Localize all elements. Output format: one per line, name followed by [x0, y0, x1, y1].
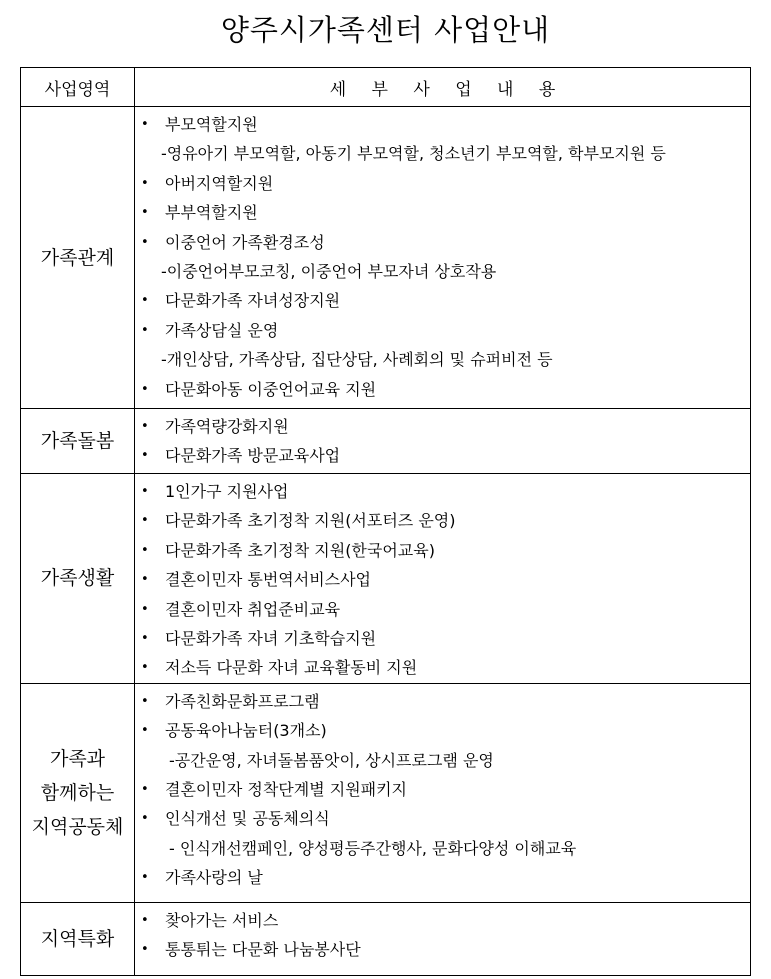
- list-item-detail: - 인식개선캠페인, 양성평등주간행사, 문화다양성 이해교육: [169, 838, 577, 858]
- section-local-specialty: [21, 902, 751, 975]
- list-item: • 가족상담실 운영: [135, 316, 750, 345]
- items-cell: [135, 107, 751, 409]
- list-item-detail: -공간운영, 자녀돌봄품앗이, 상시프로그램 운영: [169, 750, 494, 770]
- list-item: • 다문화아동 이중언어교육 지원: [135, 375, 750, 404]
- list-item: • 결혼이민자 정착단계별 지원패키지: [135, 775, 750, 804]
- items-cell: [135, 683, 751, 902]
- list-item: • 인식개선 및 공동체의식: [135, 804, 750, 833]
- category-label: 가족돌봄: [40, 430, 115, 452]
- category-label: 지역특화: [40, 927, 115, 950]
- program-table: [20, 67, 751, 976]
- list-item-detail: -이중언어부모코칭, 이중언어 부모자녀 상호작용: [161, 261, 497, 281]
- list-item: • 가족역량강화지원: [135, 412, 750, 441]
- items-cell: [135, 474, 751, 684]
- list-item: • 결혼이민자 취업준비교육: [135, 595, 750, 624]
- section-family-care: [21, 409, 751, 474]
- list-item: • 이중언어 가족환경조성: [135, 228, 750, 257]
- list-item: • 통통튀는 다문화 나눔봉사단: [135, 935, 750, 964]
- section-community: [21, 683, 751, 902]
- category-cell: [21, 107, 135, 409]
- list-item: • 가족친화문화프로그램: [135, 687, 750, 716]
- list-item: • 결혼이민자 통번역서비스사업: [135, 565, 750, 594]
- header-content-label: 세 부 사 업 내 용: [329, 79, 566, 100]
- category-cell: [21, 683, 135, 902]
- list-item-detail: -개인상담, 가족상담, 집단상담, 사례회의 및 슈퍼비전 등: [161, 350, 553, 370]
- list-item: • 다문화가족 방문교육사업: [135, 441, 750, 470]
- category-label: 지역공동체: [31, 815, 124, 838]
- list-item: • 1인가구 지원사업: [135, 477, 750, 506]
- list-item: • 다문화가족 자녀 기초학습지원: [135, 624, 750, 653]
- items-cell: [135, 409, 751, 474]
- list-item: • 다문화가족 자녀성장지원: [135, 286, 750, 315]
- list-item: • 공동육아나눔터(3개소): [135, 716, 750, 745]
- items-cell: [135, 902, 751, 975]
- list-item: • 아버지역할지원: [135, 169, 750, 198]
- category-label: 함께하는: [40, 781, 115, 804]
- list-item: • 저소득 다문화 자녀 교육활동비 지원: [135, 653, 750, 682]
- section-family-relations: [21, 107, 751, 409]
- category-label: 가족생활: [40, 567, 115, 590]
- list-item: • 부모역할지원: [135, 110, 750, 139]
- category-label: 가족관계: [40, 246, 115, 269]
- page-title: 양주시가족센터 사업안내: [220, 13, 551, 47]
- list-item: • 다문화가족 초기정착 지원(서포터즈 운영): [135, 506, 750, 535]
- header-content: [135, 68, 751, 107]
- list-item: • 찾아가는 서비스: [135, 906, 750, 935]
- list-item: • 가족사랑의 날: [135, 863, 750, 892]
- section-family-life: [21, 474, 751, 684]
- category-cell: [21, 902, 135, 975]
- list-item: • 부부역할지원: [135, 198, 750, 227]
- category-cell: [21, 409, 135, 474]
- list-item: • 다문화가족 초기정착 지원(한국어교육): [135, 536, 750, 565]
- category-cell: [21, 474, 135, 684]
- category-label: 가족과: [49, 747, 106, 770]
- list-item-detail: -영유아기 부모역할, 아동기 부모역할, 청소년기 부모역할, 학부모지원 등: [161, 144, 666, 164]
- table-header-row: [21, 68, 751, 107]
- header-area: 사업영역: [21, 68, 135, 107]
